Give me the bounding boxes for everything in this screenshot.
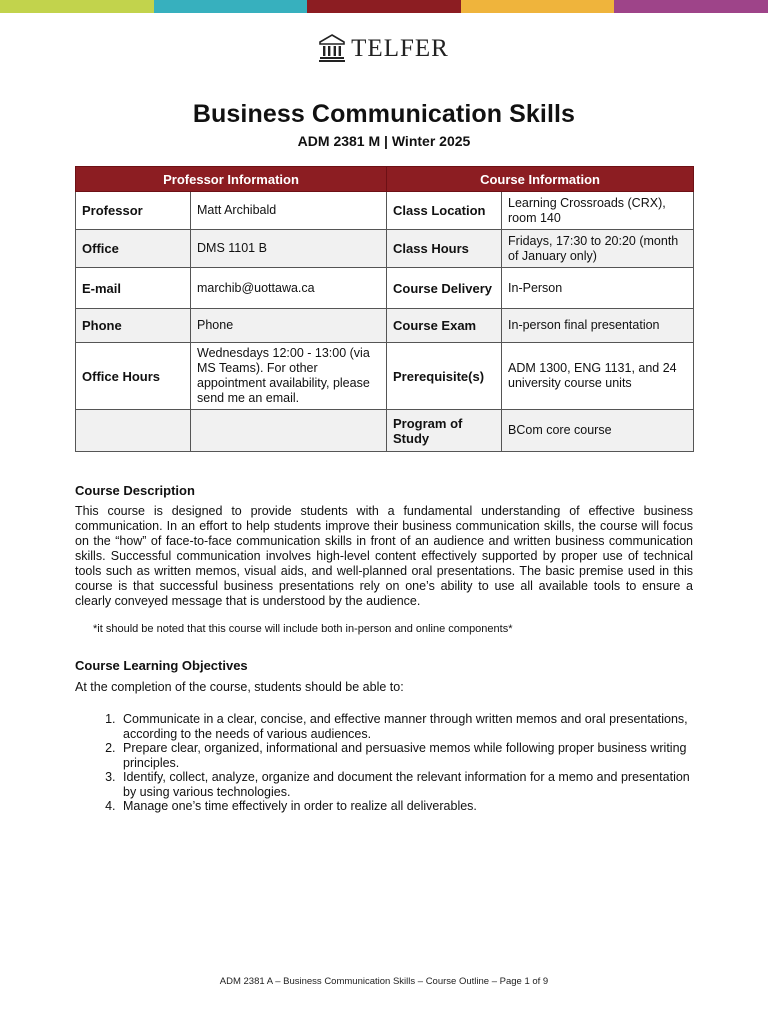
row-label: Office Hours <box>76 343 191 410</box>
row-label: Program of Study <box>387 410 502 452</box>
course-info-table <box>75 166 694 452</box>
row-value: Learning Crossroads (CRX), room 140 <box>502 192 694 230</box>
row-label <box>76 410 191 452</box>
logo-wordmark: TELFER <box>351 34 449 62</box>
objectives-list <box>75 712 693 814</box>
row-value: BCom core course <box>502 410 694 452</box>
table-row <box>76 230 694 268</box>
row-label: Course Delivery <box>387 268 502 309</box>
table-row <box>76 268 694 309</box>
table-row <box>76 343 694 410</box>
objectives-intro: At the completion of the course, students should be able to: <box>75 680 404 694</box>
band-segment <box>461 0 615 13</box>
row-value: Fridays, 17:30 to 20:20 (month of January only) <box>502 230 694 268</box>
learning-objectives-section <box>75 658 693 814</box>
delivery-note: *it should be noted that this course will include both in-person and online components* <box>93 623 513 635</box>
row-value: Phone <box>191 309 387 343</box>
email-value[interactable]: marchib@uottawa.ca <box>191 268 387 309</box>
telfer-logo <box>0 34 768 62</box>
row-label: Class Hours <box>387 230 502 268</box>
row-label: E-mail <box>76 268 191 309</box>
section-heading: Course Description <box>75 483 195 498</box>
row-label: Class Location <box>387 192 502 230</box>
list-item: 1. Communicate in a clear, concise, and effective manner through written memos and oral presentations, according to the needs of various audiences. <box>119 712 693 741</box>
row-label: Office <box>76 230 191 268</box>
course-info-header: Course Information <box>387 167 694 192</box>
table-row <box>76 410 694 452</box>
row-label: Professor <box>76 192 191 230</box>
band-segment <box>0 0 154 13</box>
row-value: Matt Archibald <box>191 192 387 230</box>
list-item: 2. Prepare clear, organized, informational and persuasive memos while following proper business writing principles. <box>119 741 693 770</box>
row-label: Phone <box>76 309 191 343</box>
row-value <box>191 410 387 452</box>
list-item: 3. Identify, collect, analyze, organize and document the relevant information for a memo and presentation by using various technologies. <box>119 770 693 799</box>
row-label: Course Exam <box>387 309 502 343</box>
row-value: ADM 1300, ENG 1131, and 24 university course units <box>502 343 694 410</box>
list-item: 4. Manage one’s time effectively in order to realize all deliverables. <box>119 799 693 814</box>
color-band <box>0 0 768 13</box>
section-heading: Course Learning Objectives <box>75 658 248 673</box>
description-text: This course is designed to provide students with a fundamental understanding of effective business communication. In an effort to help students improve their business communication skills, the course will focus on the “how” of face-to-face communication skills in front of an audience and written business communication skills. Successful communication involves high-level content effectively supported by proper use of technical tools such as written memos, visual aids, and well-planned oral presentations. The basic premise used in this course is that successful business presentations rely on one’s ability to use all available tools to ensure a clearly conveyed message that is understood by the audience. <box>75 504 693 608</box>
row-value: In-person final presentation <box>502 309 694 343</box>
band-segment <box>307 0 461 13</box>
row-value: Wednesdays 12:00 - 13:00 (via MS Teams). For other appointment availability, please send me an email. <box>191 343 387 410</box>
document-title: Business Communication Skills <box>192 100 576 128</box>
professor-info-header: Professor Information <box>76 167 387 192</box>
table-row <box>76 309 694 343</box>
table-row <box>76 192 694 230</box>
row-value: In-Person <box>502 268 694 309</box>
building-columns-icon <box>319 34 345 62</box>
document-subtitle: ADM 2381 M | Winter 2025 <box>297 133 471 149</box>
course-description-section <box>75 483 693 609</box>
row-label: Prerequisite(s) <box>387 343 502 410</box>
band-segment <box>154 0 308 13</box>
band-segment <box>614 0 768 13</box>
row-value: DMS 1101 B <box>191 230 387 268</box>
table-header-row <box>76 167 694 192</box>
page-footer: ADM 2381 A – Business Communication Skills – Course Outline – Page 1 of 9 <box>219 976 549 987</box>
